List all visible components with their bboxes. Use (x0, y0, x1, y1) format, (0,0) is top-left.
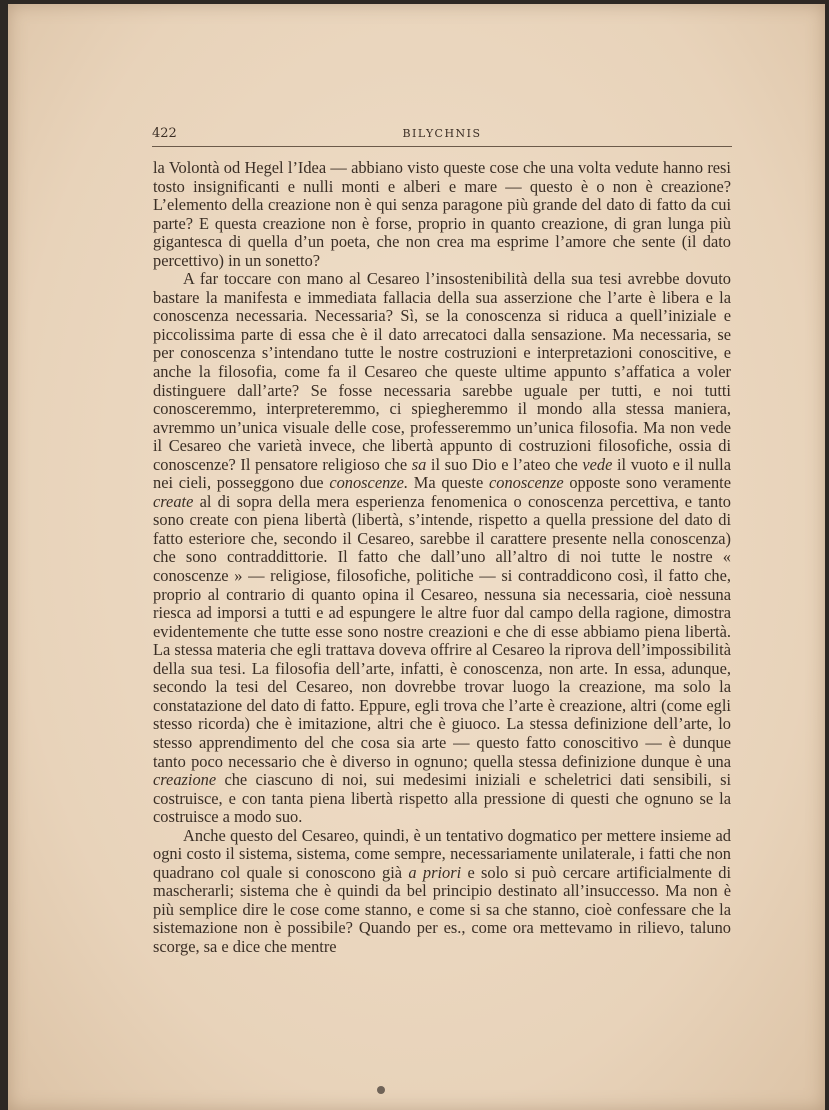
italic-text: a priori (408, 862, 462, 882)
text-run: e solo si può cercare artificialmente di mascherarli; sistema che è quindi da bel principio destinato all’insuccesso. Ma non è più semplice dire le cose come stanno, e come si sa che stanno, cioè confessare che la sistemazione non è possibile? Quando per es., come ora mettevamo in rilievo, taluno scorge, sa e dice che mentre (153, 862, 731, 956)
text-run: il vuoto e il nulla nei cieli, posseggono due (153, 454, 732, 493)
paragraph (153, 159, 731, 270)
page-number: 422 (152, 126, 177, 141)
text-run: Ma queste (408, 473, 489, 493)
italic-text: sa (411, 454, 427, 474)
body-text (153, 159, 731, 957)
binding-hole (377, 1086, 385, 1094)
text-run: al di sopra della mera esperienza fenomenica o conoscenza percettiva, e tanto sono create con piena libertà (libertà, s’intende, rispetto a quella pressione del dato di fatto esteriore che, secondo il Cesareo, sarebbe il carattere presente nella conoscenza) che sono contraddittorie. Il fatto che dall’uno all’altro di noi tutte le nostre « conoscenze » — religiose, filosofiche, politiche — si contraddicono così, il fatto che, proprio al contrario di quanto opina il Cesareo, nessuna sia necessaria, cioè nessuna riesca ad imporsi a tutti e ad espungere le altre fuor dal campo della ragione, dimostra evidentemente che tutte esse sono nostre creazioni e che di esse abbiamo piena libertà. La stessa materia che egli trattava doveva offrire al Cesareo la riprova dell’impossibilità della sua tesi. La filosofia dell’arte, infatti, è conoscenza, non arte. In essa, adunque, secondo la tesi del Cesareo, non dovrebbe trovar luogo la creazione, ma solo la constatazione del dato di fatto. Eppure, egli trova che l’arte è creazione, altri (come egli stesso ricorda) che è imitazione, altri che è giuoco. La stessa definizione dell’arte, lo stesso apprendimento del che cosa sia arte — questo fatto conoscitivo — è dunque tanto poco necessario che è diverso in ognuno; quella stessa definizione dunque è una (153, 491, 731, 771)
text-run: il suo Dio e l’ateo che (426, 454, 583, 474)
italic-text: creazione (153, 770, 217, 790)
text-run: A far toccare con mano al Cesareo l’insostenibilità della sua tesi avrebbe dovuto bastare la manifesta e immediata fallacia della sua asserzione che l’arte è libera e la conoscenza necessaria. Necessaria? Sì, se la conoscenza si riduca a quell’iniziale e piccolissima parte di essa che è il dato arrecatoci dalla sensazione. Ma necessaria, se per conoscenza s’intendano tutte le nostre costruzioni e interpretazioni conoscitive, e anche la filosofia, come fa il Cesareo che queste ultime appunto s’affatica a voler distinguere dall’arte? Se fosse necessaria sarebbe uguale per tutti, e noi tutti conosceremmo, interpreteremmo, ci spiegheremmo il mondo alla stessa maniera, avremmo un’unica visuale delle cose, professeremmo un’unica filosofia. Ma non vede il Cesareo che varietà invece, che libertà appunto di costruzioni filosofiche, ossia di conoscenze? Il pensatore religioso che (153, 269, 731, 474)
italic-text: create (153, 491, 194, 511)
italic-text: conoscenze. (329, 473, 409, 493)
page-header (152, 122, 732, 147)
book-page (8, 4, 825, 1110)
running-title: BILYCHNIS (402, 127, 482, 140)
text-run: Anche questo del Cesareo, quindi, è un tentativo dogmatico per mettere insieme ad ogni costo il sistema, sistema, come sempre, necessariamente unilaterale, i fatti che non quadrano col quale si conoscono già (153, 825, 731, 882)
paragraph (153, 270, 731, 826)
italic-text: conoscenze (488, 473, 564, 493)
text-run: opposte sono veramente (563, 473, 731, 493)
text-run: che ciascuno di noi, sui medesimi iniziali e scheletrici dati sensibili, si costruisce, e con tanta piena libertà rispetto alla pressione di questi che ognuno se la costruisce a modo suo. (153, 770, 731, 827)
text-run: la Volontà od Hegel l’Idea — abbiano visto queste cose che una volta vedute hanno resi tosto insignificanti e nulli monti e alberi e mare — questo è o non è creazione? L’elemento della creazione non è qui senza paragone più grande del dato di fatto da cui parte? E questa creazione non è forse, proprio in quanto creazione, di gran lunga più gigantesca di quella d’un poeta, che non crea ma esprime l’amore che sente (il dato percettivo) in un sonetto? (153, 158, 731, 270)
paragraph (153, 827, 731, 957)
italic-text: vede (582, 454, 613, 474)
